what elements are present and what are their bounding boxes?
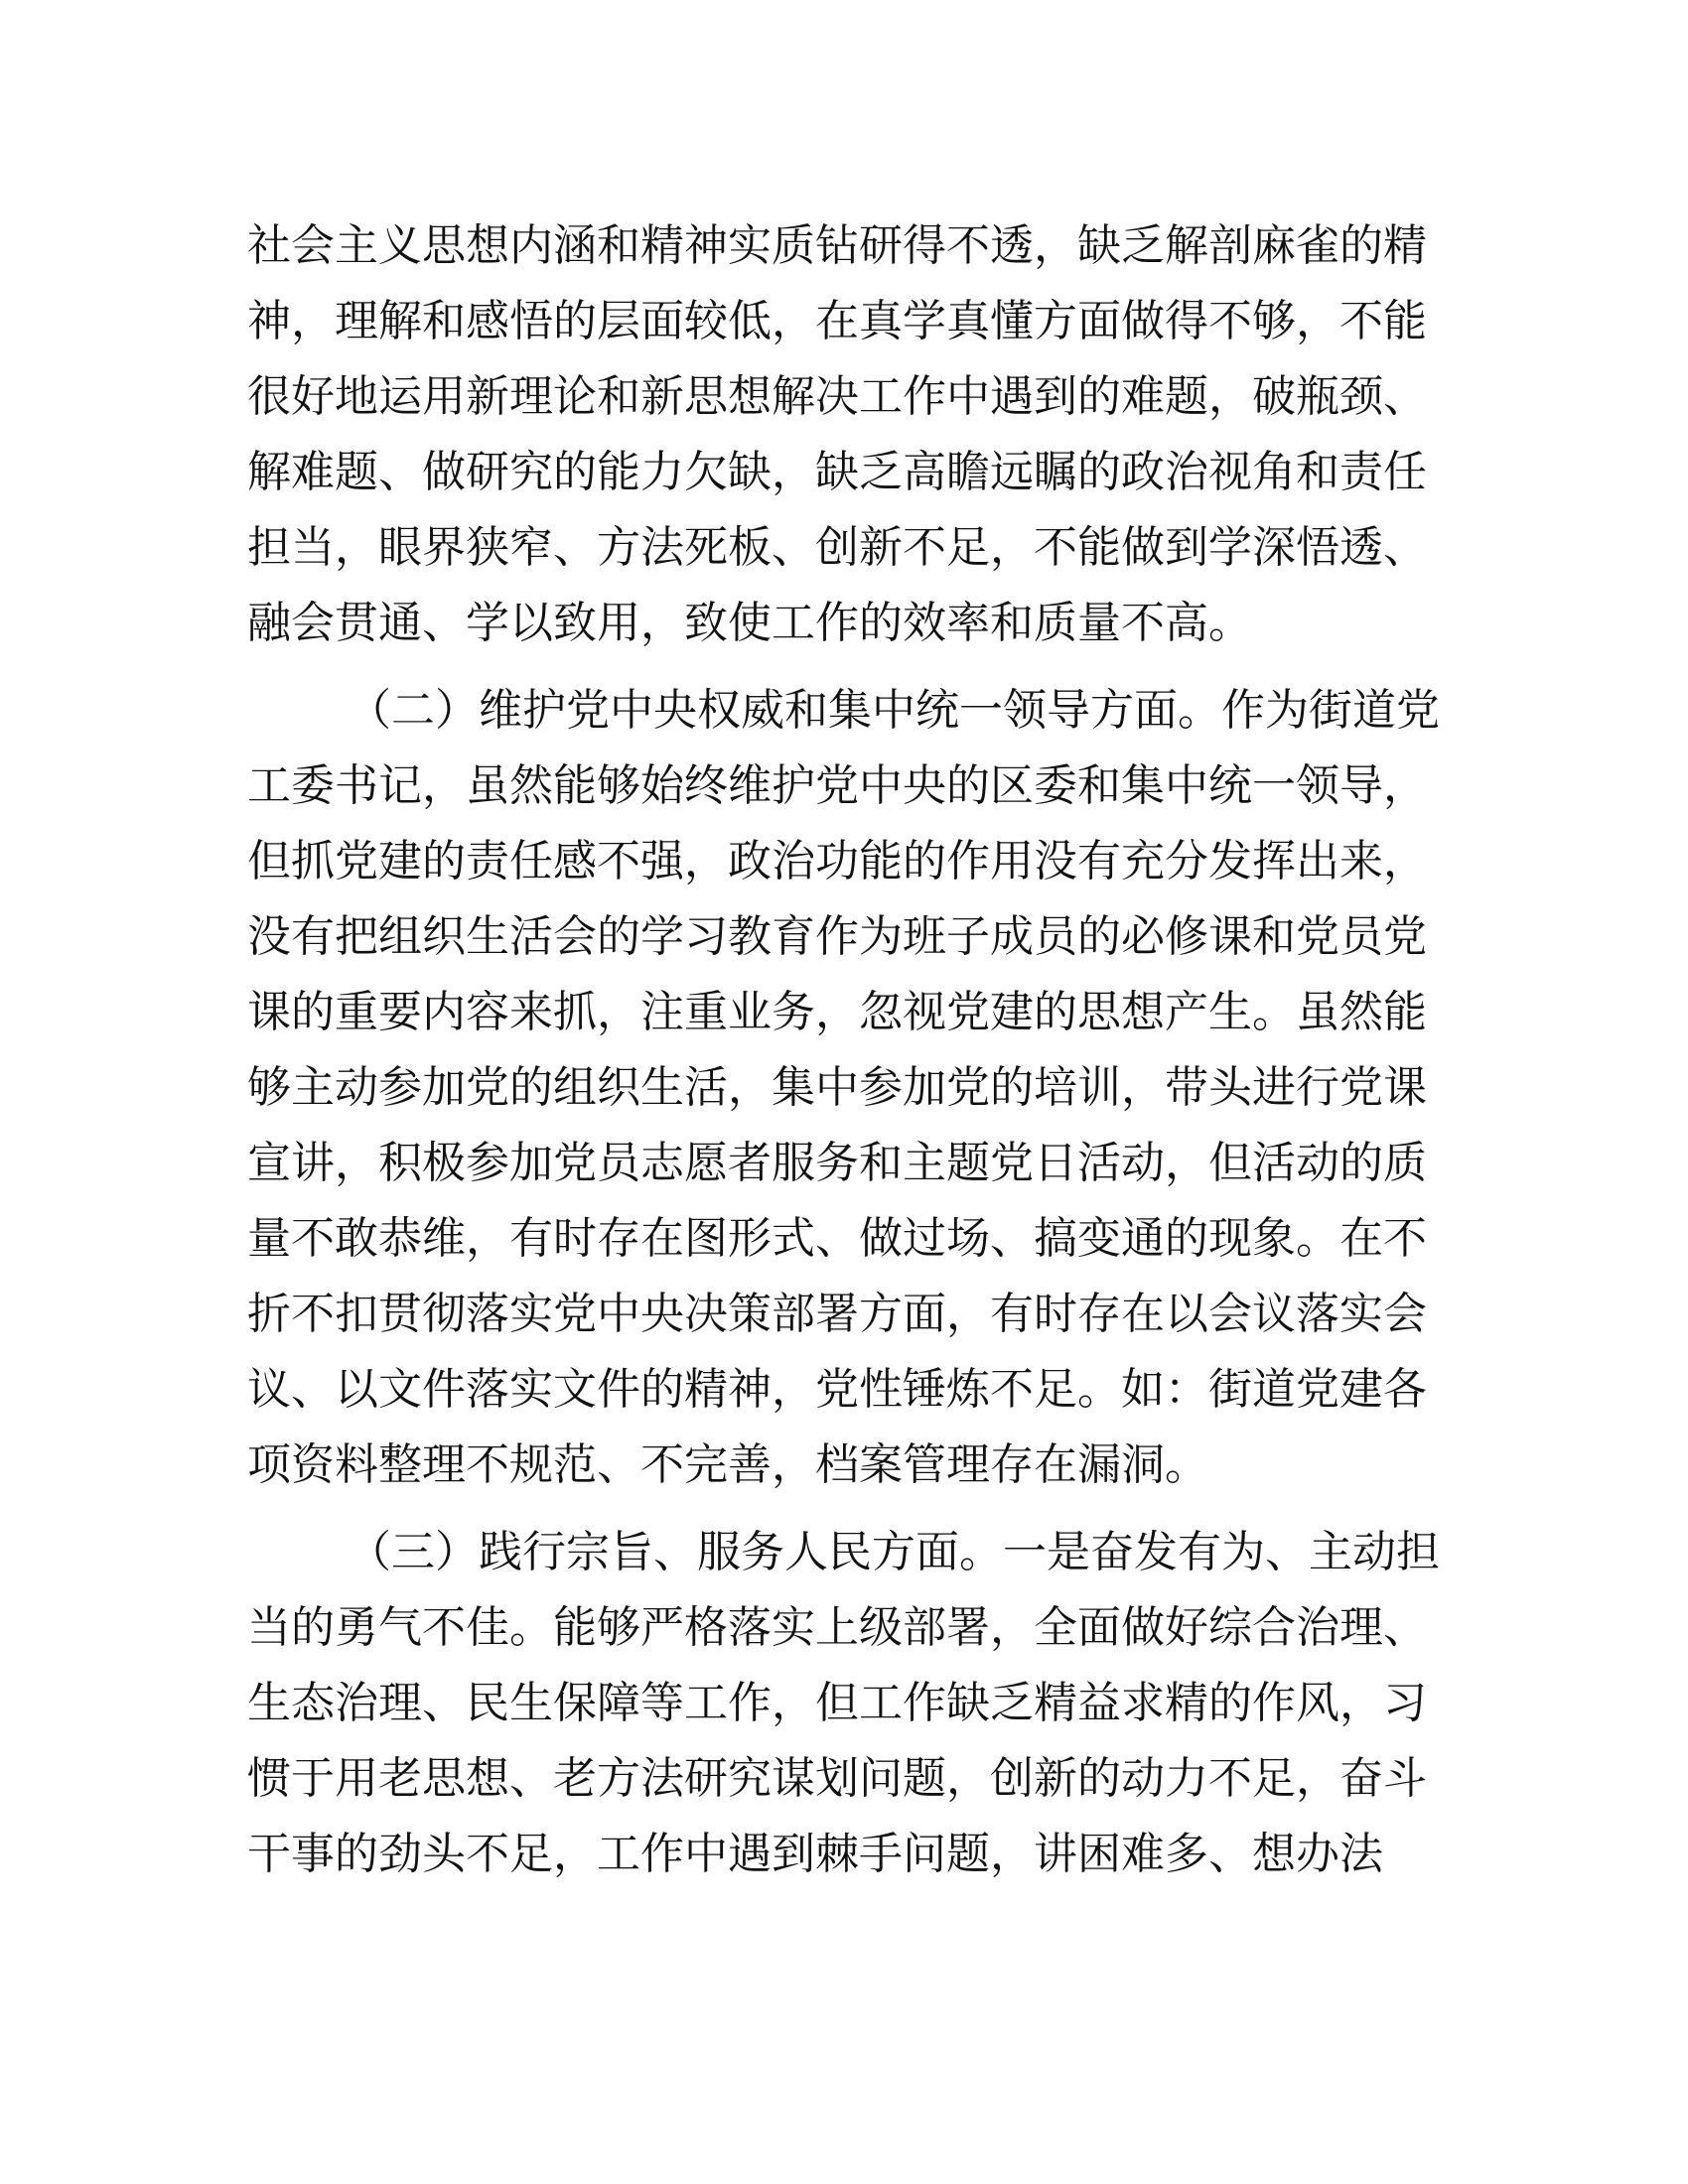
paragraph-heading-line: （二）维护党中央权威和集中统一领导方面。作为街道党 (348, 685, 1440, 736)
paragraph-line: 惯于用老思想、老方法研究谋划问题，创新的动力不足，奋斗 (247, 1753, 1427, 1804)
paragraph-2 (247, 673, 1449, 1503)
paragraph-line: 担当，眼界狭窄、方法死板、创新不足，不能做到学深悟透、 (247, 522, 1427, 573)
paragraph-line: 但抓党建的责任感不强，政治功能的作用没有充分发挥出来， (247, 836, 1427, 887)
document-body (247, 208, 1449, 1892)
paragraph-line: 够主动参加党的组织生活，集中参加党的培训，带头进行党课 (247, 1062, 1427, 1113)
paragraph-line: 融会贯通、学以致用，致使工作的效率和质量不高。 (247, 598, 1252, 648)
paragraph-line: 很好地运用新理论和新思想解决工作中遇到的难题，破瓶颈、 (247, 371, 1427, 422)
paragraph-1 (247, 208, 1449, 661)
paragraph-line: 工委书记，虽然能够始终维护党中央的区委和集中统一领导， (247, 760, 1427, 811)
paragraph-spacing (247, 1503, 1449, 1515)
paragraph-line: 没有把组织生活会的学习教育作为班子成员的必修课和党员党 (247, 911, 1427, 962)
paragraph-line: 项资料整理不规范、不完善，档案管理存在漏洞。 (247, 1439, 1208, 1490)
paragraph-line: 生态治理、民生保障等工作，但工作缺乏精益求精的作风，习 (247, 1678, 1427, 1728)
paragraph-line: 神，理解和感悟的层面较低，在真学真懂方面做得不够，不能 (247, 296, 1427, 346)
paragraph-line: 解难题、做研究的能力欠缺，缺乏高瞻远瞩的政治视角和责任 (247, 447, 1427, 497)
paragraph-3 (247, 1515, 1449, 1892)
paragraph-line: 议、以文件落实文件的精神，党性锤炼不足。如：街道党建各 (247, 1364, 1427, 1415)
paragraph-line: 量不敢恭维，有时存在图形式、做过场、搞变通的现象。在不 (247, 1213, 1427, 1264)
paragraph-line: 折不扣贯彻落实党中央决策部署方面，有时存在以会议落实会 (247, 1289, 1427, 1339)
paragraph-line: 课的重要内容来抓，注重业务，忽视党建的思想产生。虽然能 (247, 987, 1427, 1037)
paragraph-spacing (247, 661, 1449, 673)
paragraph-line: 当的勇气不佳。能够严格落实上级部署，全面做好综合治理、 (247, 1602, 1427, 1653)
paragraph-line: 社会主义思想内涵和精神实质钻研得不透，缺乏解剖麻雀的精 (247, 220, 1427, 271)
paragraph-heading-line: （三）践行宗旨、服务人民方面。一是奋发有为、主动担 (348, 1527, 1440, 1577)
paragraph-line: 宣讲，积极参加党员志愿者服务和主题党日活动，但活动的质 (247, 1138, 1427, 1188)
paragraph-line: 干事的劲头不足，工作中遇到棘手问题，讲困难多、想办法 (247, 1829, 1383, 1879)
